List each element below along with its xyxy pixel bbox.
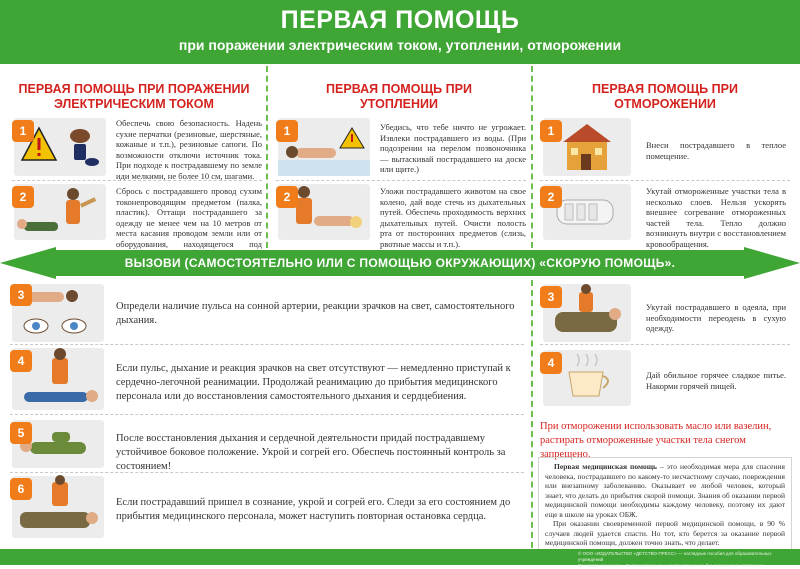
column-title-line: ПЕРВАЯ ПОМОЩЬ ПРИ ПОРАЖЕНИИ xyxy=(18,82,250,96)
row-divider xyxy=(10,472,524,473)
step4-text: Если пульс, дыхание и реакция зрачков на свет отсутствуют — немедленно приступай к сердечно-легочной реанимации. Продолжай реанимацию до прибытия медицинского персонала или до восстановления самостоятельного дыхания и сердцебиения. xyxy=(116,363,511,402)
info-p1: – это необходимая мера для спасения человека, пострадавшего по какому-то несчастному случаю, повреждения или внезапному заболеванию. Оказывает ее любой человек, который знает, что делать до прибытия скорой помощи. Знания об оказании первой медицинской помощи необходимы каждому человеку, поэтому их дают еще в школе на уроках ОБЖ. xyxy=(545,462,785,519)
step-number-badge: 6 xyxy=(10,478,32,500)
step-number-badge: 2 xyxy=(12,186,34,208)
header-banner xyxy=(0,0,800,64)
step-number-badge: 2 xyxy=(540,186,562,208)
footer-line: © ООО «ИЗДАТЕЛЬСТВО «ДЕТСТВО-ПРЕСС» — наглядные пособия для образовательных учреждений xyxy=(578,551,772,562)
step-number-badge: 2 xyxy=(276,186,298,208)
step-number-badge: 3 xyxy=(10,284,32,306)
column-divider xyxy=(531,280,533,548)
row-divider xyxy=(540,344,790,345)
info-paragraph-1 xyxy=(545,462,785,519)
column-divider xyxy=(531,66,533,248)
column-title-drowning xyxy=(272,82,526,112)
step5-text: После восстановления дыхания и сердечной деятельности придай пострадавшему устойчивое боковое положение. Укрой и согрей его. Обеспечь постоянный контроль за состоянием! xyxy=(116,433,506,472)
frost-step2-text: Укутай отмороженные участки тела в несколько слоев. Нельзя ускорять внешнее согревание отмороженных частей тела. Тепло должно возникнуть внутри с восстановлением кровообращения. xyxy=(646,186,786,249)
step-number-badge: 1 xyxy=(276,120,298,142)
footer-bar xyxy=(0,549,800,568)
page-title: ПЕРВАЯ ПОМОЩЬ xyxy=(280,6,520,34)
row-divider xyxy=(276,180,526,181)
frost-step4-text: Дай обильное горячее сладкое питье. Накорми горячей пищей. xyxy=(646,370,786,391)
info-p2: При оказании своевременной первой медицинской помощи, в 90 % случаев людей удается спасти. Но тот, кто берется за оказание первой медицинской помощи, должен точно знать, что делает. xyxy=(545,519,785,547)
row-divider xyxy=(12,180,262,181)
footer-text xyxy=(578,551,788,569)
column-title-line: ПЕРВАЯ ПОМОЩЬ ПРИ xyxy=(592,82,738,96)
footer-line: Все права защищены. Воспроизведение и распространение без разрешения запрещено. xyxy=(578,563,766,568)
row-divider xyxy=(10,344,524,345)
step-number-badge: 1 xyxy=(12,120,34,142)
page-subtitle: при поражении электрическим током, утоплении, отморожении xyxy=(178,37,622,53)
electric-step1-text: Обеспечь свою безопасность. Надень сухие перчатки (резиновые, шерстяные, кожаные и т.п.), резиновые сапоги. По возможности отключи источник тока. При подходе к пострадавшему по земле иди мелкими, не более 10 см, шагами. xyxy=(116,118,262,181)
column-divider xyxy=(266,66,268,248)
column-title-line: УТОПЛЕНИИ xyxy=(360,97,438,111)
column-title-electric xyxy=(8,82,260,112)
info-lead: Первая медицинская помощь xyxy=(554,462,658,471)
electric-step2-text: Сбрось с пострадавшего провод сухим токонепроводящим предметом (палка, пластик). Оттащи пострадавшего за одежду не менее чем на 10 метров от места касания проводом земли или от оборудования, находящегося под xyxy=(116,186,262,249)
step-number-badge: 5 xyxy=(10,422,32,444)
step-number-badge: 3 xyxy=(540,286,562,308)
first-aid-info-box xyxy=(538,457,792,551)
step-number-badge: 1 xyxy=(540,120,562,142)
step-number-badge: 4 xyxy=(540,352,562,374)
frost-step1-text: Внеси пострадавшего в теплое помещение. xyxy=(646,140,786,161)
drowning-step1-text: Убедись, что тебе ничто не угрожает. Извлеки пострадавшего из воды. (При подозрении на перелом позвоночника — вытаскивай пострадавшего на доске или щите.) xyxy=(380,122,526,174)
step6-text: Если пострадавший пришел в сознание, укрой и согрей его. Следи за его состоянием до прибытия медицинского персонала, может наступить повторная остановка сердца. xyxy=(116,497,511,522)
column-title-line: ЭЛЕКТРИЧЕСКИМ ТОКОМ xyxy=(54,97,214,111)
banner-text: ВЫЗОВИ (САМОСТОЯТЕЛЬНО ИЛИ С ПОМОЩЬЮ ОКРУЖАЮЩИХ) «СКОРУЮ ПОМОЩЬ». xyxy=(124,256,676,270)
step3-text: Определи наличие пульса на сонной артерии, реакции зрачков на свет, самостоятельного дыхания. xyxy=(116,301,515,326)
column-title-line: ПЕРВАЯ ПОМОЩЬ ПРИ xyxy=(326,82,472,96)
column-title-line: ОТМОРОЖЕНИИ xyxy=(614,97,716,111)
frost-step3-text: Укутай пострадавшего в одеяла, при необходимости переодень в сухую одежду. xyxy=(646,302,786,333)
drowning-step2-text: Уложи пострадавшего животом на свое колено, дай воде стечь из дыхательных путей. Обеспечь проходимость верхних дыхательных путей. Очисти полость рта от посторонних предметов (слизь, рвотные массы и т.п.). xyxy=(380,186,526,249)
frost-warning: При отморожении использовать масло или вазелин, растирать отмороженные участки тела снегом запрещено. xyxy=(540,421,772,460)
row-divider xyxy=(10,414,524,415)
column-title-frostbite xyxy=(538,82,792,112)
row-divider xyxy=(540,180,790,181)
step-number-badge: 4 xyxy=(10,350,32,372)
